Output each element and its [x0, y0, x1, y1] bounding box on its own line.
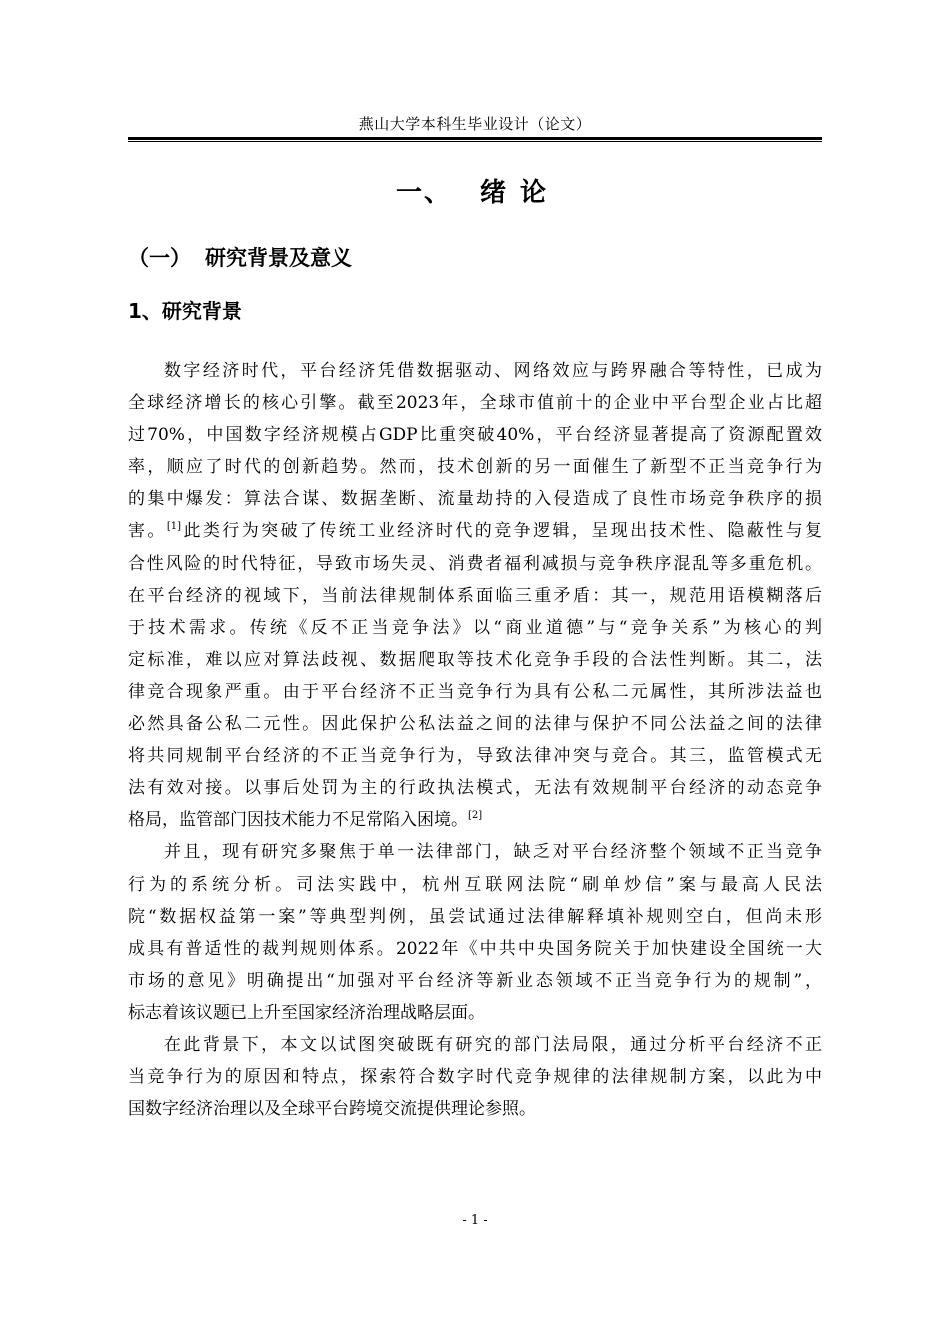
paragraph-line: 全球经济增长的核心引擎。截至2023年，全球市值前十的企业中平台型企业占比超 — [128, 393, 822, 414]
line-segment: 害。 — [128, 521, 167, 542]
paragraph-line: 律竞合现象严重。由于平台经济不正当竞争行为具有公私二元属性，其所涉法益也 — [128, 681, 822, 702]
paragraph-line: 国数字经济治理以及全球平台跨境交流提供理论参照。 — [128, 1099, 536, 1120]
header-rule-thick — [128, 137, 822, 140]
line-segment: 此类行为突破了传统工业经济时代的竞争逻辑，呈现出技术性、隐蔽性与复 — [181, 521, 823, 542]
paragraph-line: 标志着该议题已上升至国家经济治理战略层面。 — [128, 1002, 485, 1023]
paragraph-line: 院“数据权益第一案”等典型判例，虽尝试通过法律解释填补规则空白，但尚未形 — [128, 906, 822, 927]
paragraph-line: 定标准，难以应对算法歧视、数据爬取等技术化竞争手段的合法性判断。其二，法 — [128, 649, 822, 670]
section-title: 研究背景及意义 — [205, 246, 352, 270]
paragraph-line: 市场的意见》明确提出“加强对平台经济等新业态领域不正当竞争行为的规制”， — [128, 970, 822, 991]
header-double-rule — [128, 137, 822, 142]
paragraph-line: 于技术需求。传统《反不正当竞争法》以“商业道德”与“竞争关系”为核心的判 — [128, 617, 822, 638]
header-rule-thin — [128, 141, 822, 142]
paragraph-line: 成具有普适性的裁判规则体系。2022年《中共中央国务院关于加快建设全国统一大 — [128, 938, 822, 959]
chapter-title-char: 论 — [520, 178, 549, 208]
paragraph-line: 在此背景下，本文以试图突破既有研究的部门法局限，通过分析平台经济不正 — [164, 1034, 822, 1055]
paragraph-line: 当竞争行为的原因和特点，探索符合数字时代竞争规律的法律规制方案，以此为中 — [128, 1067, 822, 1088]
chapter-title-text — [474, 178, 554, 208]
paragraph-line: 必然具备公私二元性。因此保护公私法益之间的法律与保护不同公法益之间的法律 — [128, 714, 822, 735]
page-number: - 1 - — [462, 1213, 488, 1228]
chapter-title — [128, 173, 822, 213]
line-segment: 格局，监管部门因技术能力不足常陷入困境。 — [128, 810, 468, 831]
subsection-heading: 1、研究背景 — [128, 299, 242, 323]
paragraph-line: 并且，现有研究多聚焦于单一法律部门，缺乏对平台经济整个领域不正当竞争 — [164, 842, 822, 863]
chapter-number: 一、 — [395, 178, 452, 208]
paragraph-line: 法有效对接。以事后处罚为主的行政执法模式，无法有效规制平台经济的动态竞争 — [128, 778, 822, 799]
paragraph-line: 行为的系统分析。司法实践中，杭州互联网法院“刷单炒信”案与最高人民法 — [128, 874, 822, 895]
paragraph-line: 数字经济时代，平台经济凭借数据驱动、网络效应与跨界融合等特性，已成为 — [164, 361, 822, 381]
paragraph-line: 率，顺应了时代的创新趋势。然而，技术创新的另一面催生了新型不正当竞争行为 — [128, 457, 822, 478]
citation-marker[interactable]: [1] — [166, 521, 182, 533]
paragraph-line: 合性风险的时代特征，导致市场失灵、消费者福利减损与竞争秩序混乱等多重危机。 — [128, 553, 822, 574]
paragraph-line: 在平台经济的视域下，当前法律规制体系面临三重矛盾：其一，规范用语模糊落后 — [128, 585, 822, 606]
section-heading — [128, 241, 352, 275]
paragraph-line: 将共同规制平台经济的不正当竞争行为，导致法律冲突与竞合。其三，监管模式无 — [128, 746, 822, 767]
section-label: （一） — [128, 246, 191, 270]
paragraph-line: 过70%，中国数字经济规模占GDP比重突破40%，平台经济显著提高了资源配置效 — [128, 425, 822, 446]
paragraph-line — [128, 515, 822, 547]
running-header: 燕山大学本科生毕业设计（论文） — [358, 115, 592, 133]
chapter-title-char: 绪 — [479, 178, 508, 208]
body-text — [128, 355, 822, 1125]
citation-marker[interactable]: [2] — [468, 810, 483, 822]
paragraph-line — [128, 804, 822, 836]
paragraph-line: 的集中爆发：算法合谋、数据垄断、流量劫持的入侵造成了良性市场竞争秩序的损 — [128, 489, 822, 510]
